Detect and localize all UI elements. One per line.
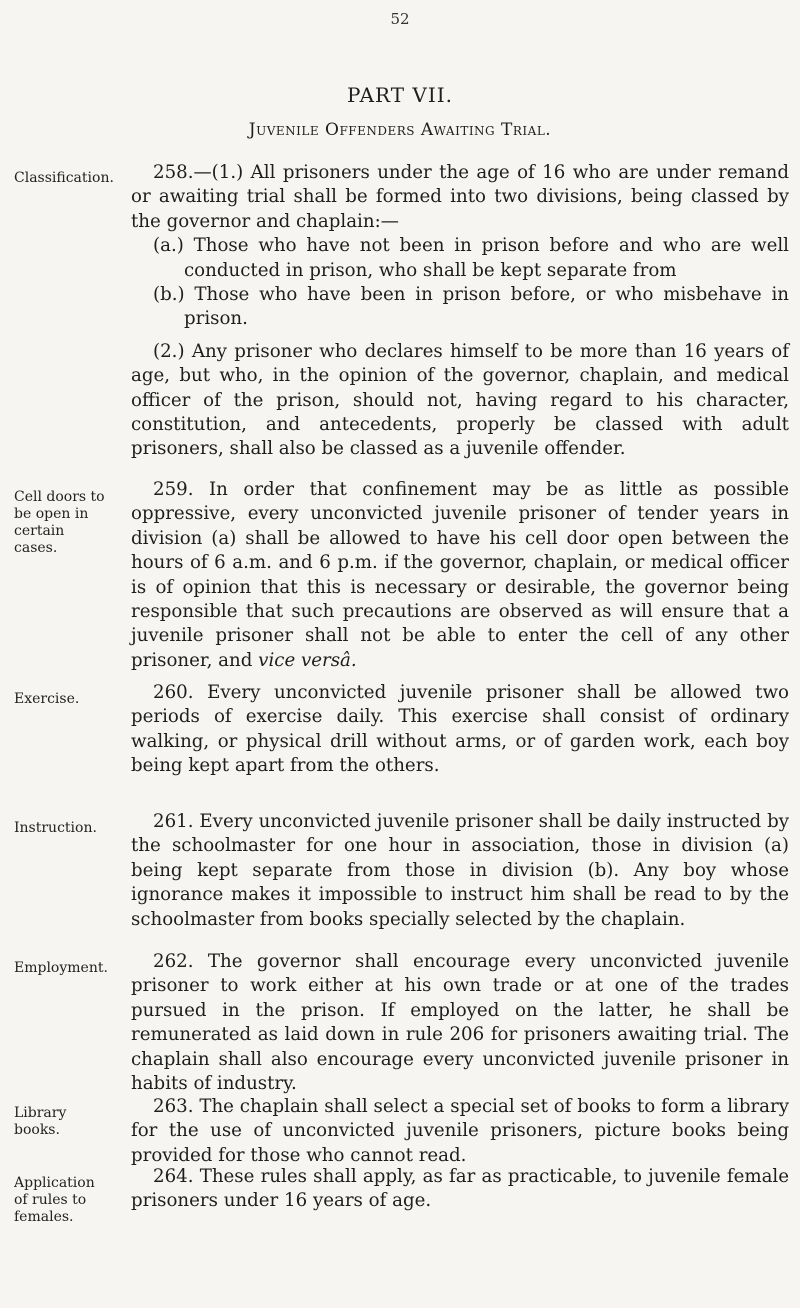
rule-260 <box>131 681 789 779</box>
margin-note-exercise: Exercise. <box>14 691 80 707</box>
margin-note-employment: Employment. <box>14 960 108 976</box>
page-number: 52 <box>390 10 410 28</box>
rule-261 <box>131 810 789 932</box>
rule-260-paragraph: 260. Every unconvicted juvenile prisoner shall be allowed two periods of exercise daily. This exercise shall consist of ordinary walking, or physical drill without arms, or of garden work, each boy being kept apart from the others. <box>131 682 789 777</box>
rule-259 <box>131 478 789 673</box>
rule-263 <box>131 1095 789 1168</box>
rule-259-vice-versa: vice versâ. <box>258 649 357 671</box>
part-title: PART VII. <box>346 83 454 107</box>
rule-258-item-a: (a.) Those who have not been in prison before and who are well conducted in prison, who shall be kept separate from <box>153 235 789 281</box>
rule-262 <box>131 950 789 1096</box>
rule-263-paragraph: 263. The chaplain shall select a special set of books to form a library for the use of unconvicted juvenile prisoners, picture books being provided for those who cannot read. <box>131 1096 789 1166</box>
margin-note-library-books: Library books. <box>14 1105 67 1138</box>
rule-259-text: 259. In order that confinement may be as little as possible oppressive, every unconvicted juvenile prisoner of tender years in division (a) shall be allowed to have his cell door open between the hours of 6 a.m. and 6 p.m. if the governor, chaplain, or medical officer is of opinion that this is necessary or desirable, the governor being responsible that such precautions are observed as will ensure that a juvenile prisoner shall not be able to enter the cell of any other prisoner, and <box>131 479 789 671</box>
rule-258-paragraph-1: 258.—(1.) All prisoners under the age of 16 who are under remand or awaiting trial shall be formed into two divisions, being classed by the governor and chaplain:— <box>131 162 789 232</box>
section-title: Juvenile Offenders Awaiting Trial. <box>248 120 552 140</box>
rule-258-item-b: (b.) Those who have been in prison before, or who misbehave in prison. <box>153 284 789 330</box>
margin-note-instruction: Instruction. <box>14 820 97 836</box>
margin-note-classification: Classification. <box>14 170 114 186</box>
rule-259-paragraph <box>131 478 789 673</box>
rule-258-paragraph-2: (2.) Any prisoner who declares himself to be more than 16 years of age, but who, in the opinion of the governor, chaplain, and medical officer of the prison, should not, having regard to his character, constitution, and antecedents, properly be classed with adult prisoners, shall also be classed as a juvenile offender. <box>131 340 789 460</box>
rule-264-paragraph: 264. These rules shall apply, as far as practicable, to juvenile female prisoners under 16 years of age. <box>131 1166 789 1212</box>
rule-258 <box>131 161 789 462</box>
rule-264 <box>131 1165 789 1214</box>
rule-262-paragraph: 262. The governor shall encourage every unconvicted juvenile prisoner to work either at his own trade or at one of the trades pursued in the prison. If employed on the latter, he shall be remunerated as laid down in rule 206 for prisoners awaiting trial. The chaplain shall also encourage every unconvicted juvenile prisoner in habits of industry. <box>131 951 789 1095</box>
margin-note-cell-doors: Cell doors to be open in certain cases. <box>14 489 105 556</box>
margin-note-application-females: Application of rules to females. <box>14 1175 95 1225</box>
rule-261-paragraph: 261. Every unconvicted juvenile prisoner shall be daily instructed by the schoolmaster for one hour in association, those in division (a) being kept separate from those in division (b). Any boy whose ignorance makes it impossible to instruct him shall be read to by the schoolmaster from books specially selected by the chaplain. <box>131 811 789 930</box>
